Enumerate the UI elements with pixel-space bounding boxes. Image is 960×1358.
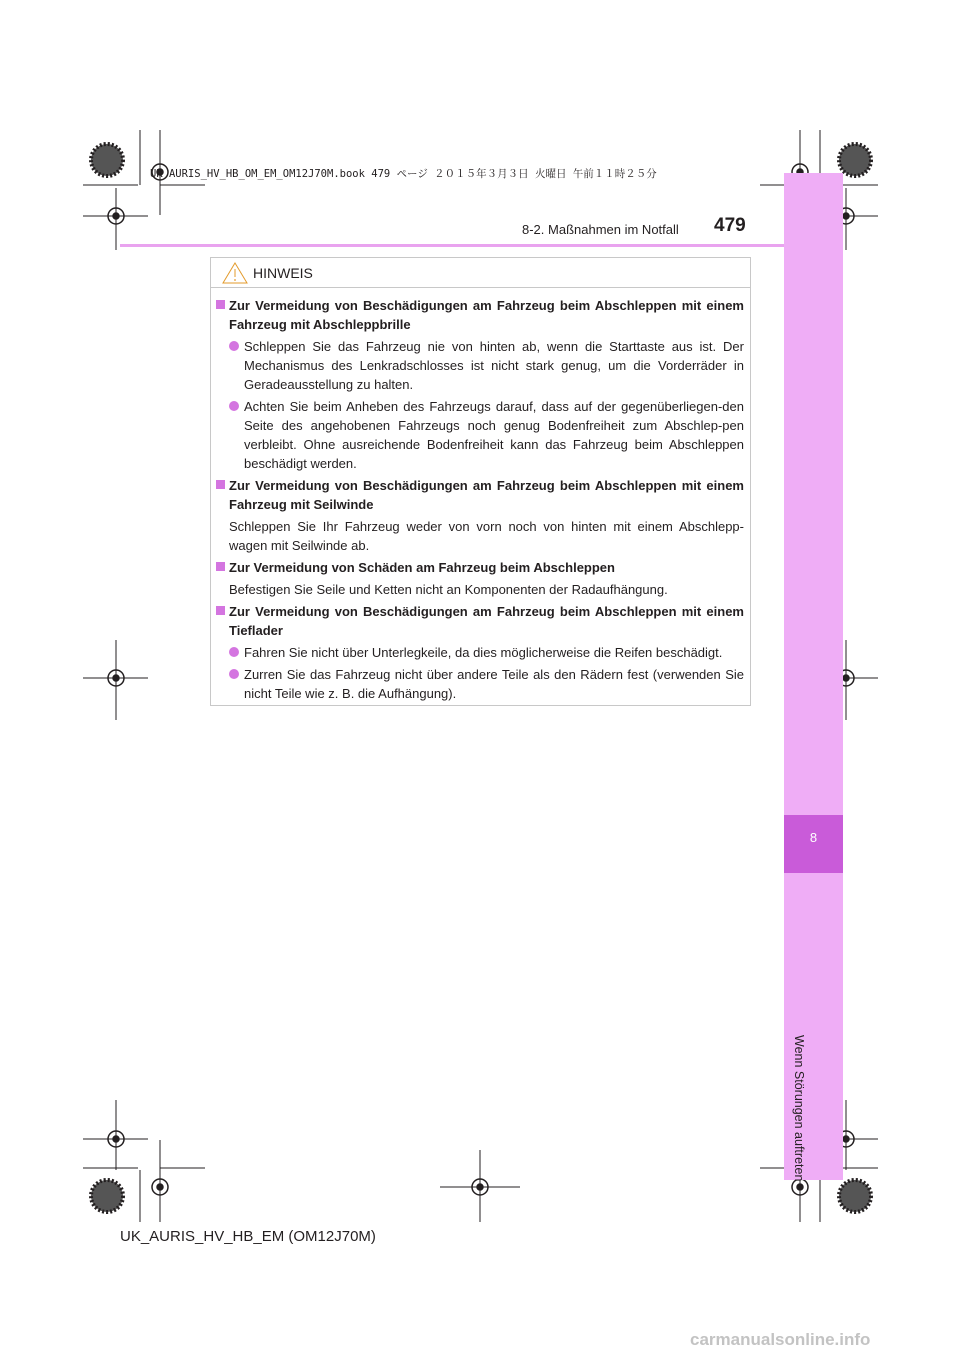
round-bullet-icon <box>229 401 239 411</box>
square-bullet-icon <box>216 562 225 571</box>
section-heading: Zur Vermeidung von Beschädigungen am Fahrzeug beim Abschleppen mit einem Tieflader <box>229 604 744 638</box>
square-bullet-icon <box>216 480 225 489</box>
square-bullet-icon <box>216 300 225 309</box>
section-text: Befestigen Sie Seile und Ketten nicht an Komponenten der Radaufhängung. <box>229 582 668 597</box>
notice-header <box>211 258 750 288</box>
list-item <box>229 643 744 662</box>
chapter-number: 8 <box>809 830 818 845</box>
list-item <box>229 665 744 703</box>
item-text: Fahren Sie nicht über Unterlegkeile, da dies möglicherweise die Reifen beschädigt. <box>244 645 723 660</box>
notice-section <box>216 476 744 555</box>
square-bullet-icon <box>216 606 225 615</box>
notice-section <box>216 558 744 599</box>
document-code: UK_AURIS_HV_HB_EM (OM12J70M) <box>120 1228 376 1245</box>
item-text: Zurren Sie das Fahrzeug nicht über andere Teile als den Rädern fest (verwenden Sie nicht Teile wie z. B. die Aufhängung). <box>244 667 744 701</box>
round-bullet-icon <box>229 669 239 679</box>
list-item <box>229 397 744 473</box>
header-rule <box>120 244 784 247</box>
round-bullet-icon <box>229 647 239 657</box>
section-heading: Zur Vermeidung von Beschädigungen am Fahrzeug beim Abschleppen mit einem Fahrzeug mit Seilwinde <box>229 478 744 512</box>
print-info-line: UK AURIS_HV_HB_OM_EM_OM12J70M.book 479 ページ ２０１５年３月３日 火曜日 午前１１時２５分 <box>150 168 657 180</box>
page-number: 479 <box>714 215 746 236</box>
list-item <box>229 337 744 394</box>
notice-section <box>216 296 744 473</box>
section-text: Schleppen Sie Ihr Fahrzeug weder von vorn noch von hinten mit einem Abschlepp-wagen mit Seilwinde ab. <box>229 519 744 553</box>
warning-triangle-icon <box>222 262 248 284</box>
round-bullet-icon <box>229 341 239 351</box>
notice-box <box>210 257 751 706</box>
section-heading: Zur Vermeidung von Beschädigungen am Fahrzeug beim Abschleppen mit einem Fahrzeug mit Abschleppbrille <box>229 298 744 332</box>
chapter-side-tab <box>784 173 843 1180</box>
notice-title: HINWEIS <box>253 265 313 281</box>
section-title: 8-2. Maßnahmen im Notfall <box>522 222 679 237</box>
item-text: Schleppen Sie das Fahrzeug nie von hinten ab, wenn die Starttaste aus ist. Der Mechanismus des Lenkradschlosses ist nicht stark genug, um die Vorderräder in Geradeausstellung zu halten. <box>244 339 744 392</box>
notice-body <box>216 296 744 706</box>
watermark[interactable]: carmanualsonline.info <box>690 1330 871 1349</box>
notice-section <box>216 602 744 703</box>
chapter-label: Wenn Störungen auftreten <box>792 1035 806 1182</box>
section-heading: Zur Vermeidung von Schäden am Fahrzeug beim Abschleppen <box>229 560 615 575</box>
item-text: Achten Sie beim Anheben des Fahrzeugs darauf, dass auf der gegenüberliegen-den Seite des angehobenen Fahrzeugs noch genug Bodenfreiheit zum Abschlep-pen verbleibt. Ohne ausreichende Bodenfreiheit kann das Fahrzeug beim Abschleppen beschädigt werden. <box>244 399 744 471</box>
